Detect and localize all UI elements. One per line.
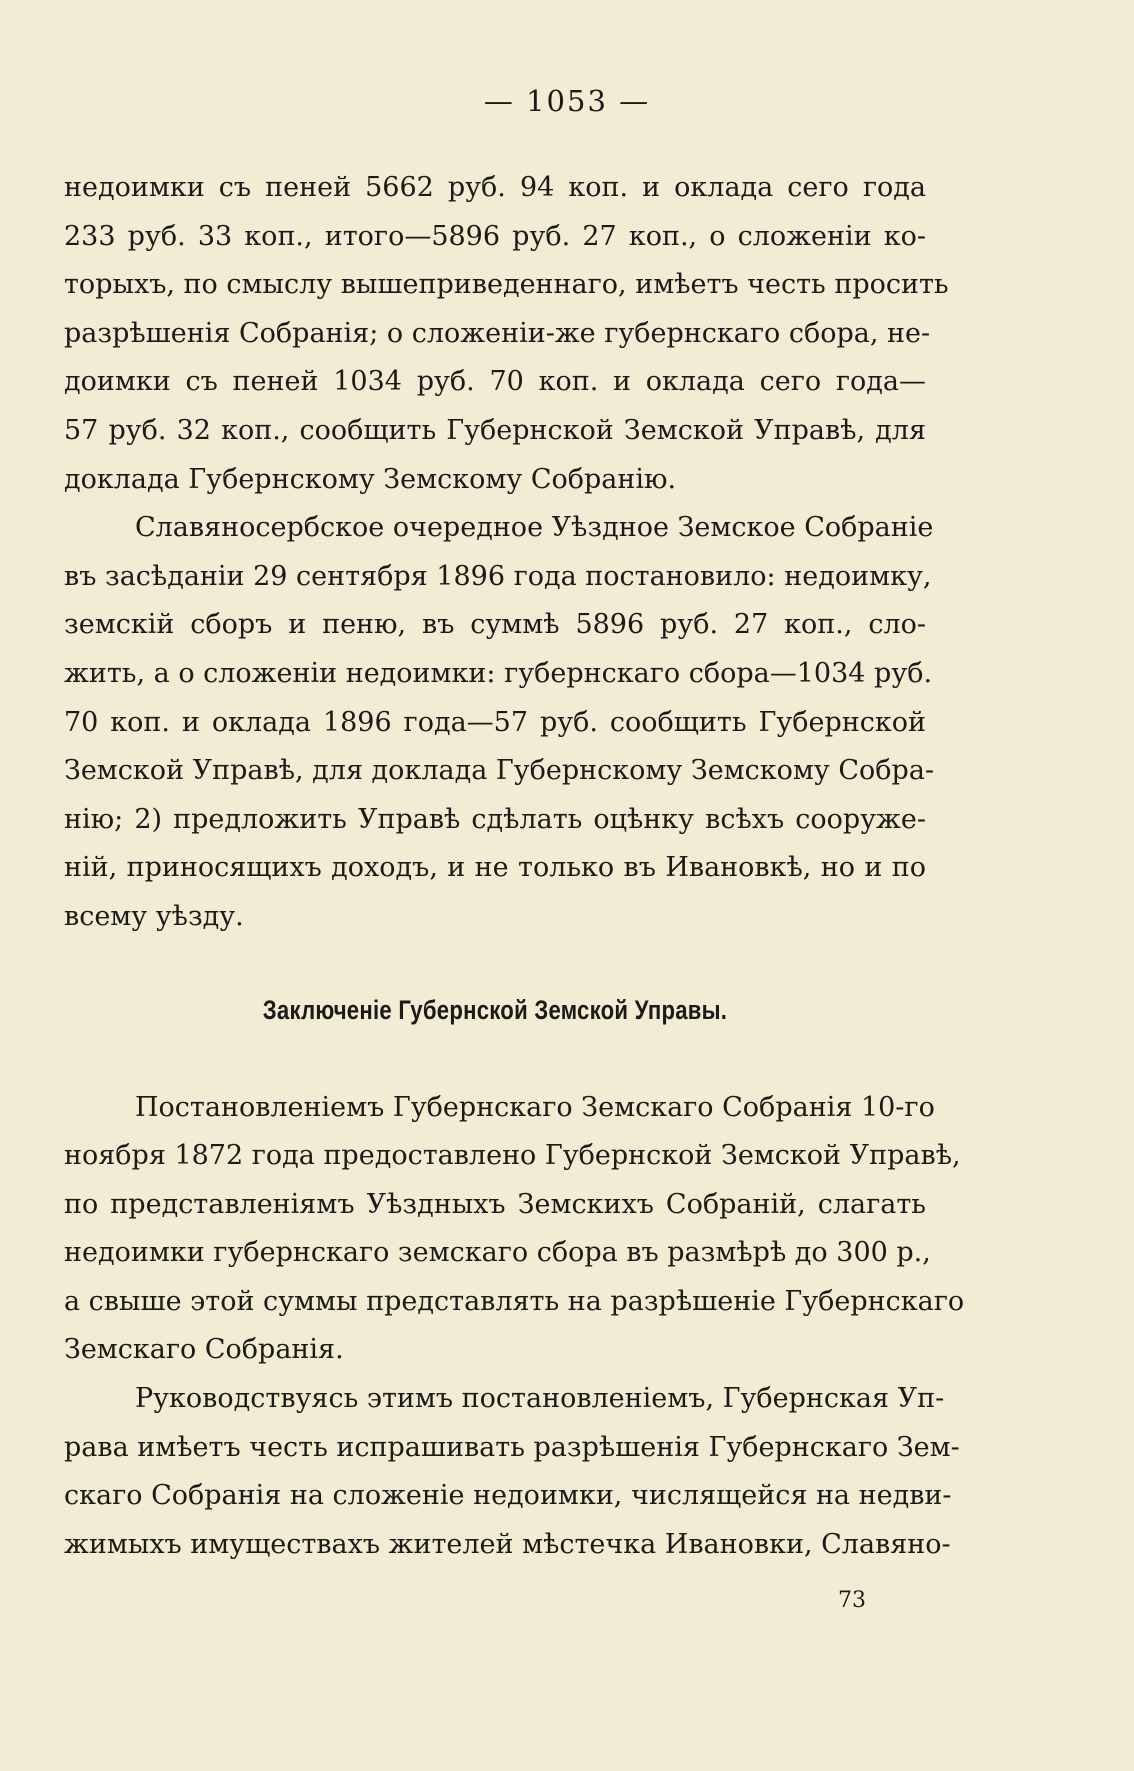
text-line: 57 руб. 32 коп., сообщить Губернской Земской Управѣ, для xyxy=(64,414,926,446)
text-line: торыхъ, по смыслу вышеприведеннаго, имѣетъ честь просить xyxy=(64,269,949,301)
text-line: земскій сборъ и пеню, въ суммѣ 5896 руб. 27 коп., сло- xyxy=(64,609,926,641)
text-line: нію; 2) предложить Управѣ сдѣлать оцѣнку всѣхъ сооруже- xyxy=(64,803,926,835)
text-line: ній, приносящихъ доходъ, и не только въ Ивановкѣ, но и по xyxy=(64,852,926,884)
text-line: недоимки съ пеней 5662 руб. 94 коп. и оклада сего года xyxy=(64,172,926,203)
text-line: рава имѣетъ честь испрашивать разрѣшенія Губернскаго Зем- xyxy=(64,1431,960,1463)
paragraph-1 xyxy=(64,164,949,504)
text-line: 70 коп. и оклада 1896 года—57 руб. сообщить Губернской xyxy=(64,706,926,738)
text-line: ноября 1872 года предоставлено Губернской Земской Управѣ, xyxy=(64,1140,961,1172)
text-line: недоимки губернскаго земскаго сбора въ размѣрѣ до 300 р., xyxy=(64,1237,931,1269)
paragraph-2 xyxy=(64,504,935,941)
text-line: всему уѣзду. xyxy=(64,900,244,932)
text-line: разрѣшенія Собранія; о сложеніи-же губернскаго сбора, не- xyxy=(64,317,931,349)
text-line: доклада Губернскому Земскому Собранію. xyxy=(64,463,677,495)
body-text xyxy=(64,164,965,1569)
text-line: а свыше этой суммы представлять на разрѣшеніе Губернскаго xyxy=(64,1285,965,1317)
text-line: въ засѣданіи 29 сентября 1896 года постановило: недоимку, xyxy=(64,560,932,592)
signature-mark: 73 xyxy=(838,1588,866,1613)
text-line: 233 руб. 33 коп., итого—5896 руб. 27 коп., о сложеніи ко- xyxy=(64,220,926,252)
page-number: — 1053 — xyxy=(483,84,651,118)
text-line: жить, а о сложеніи недоимки: губернскаго сбора—1034 руб. xyxy=(64,657,933,689)
text-line: Земскаго Собранія. xyxy=(64,1334,344,1366)
text-line: по представленіямъ Уѣздныхъ Земскихъ Собраній, слагать xyxy=(64,1188,926,1220)
text-line: скаго Собранія на сложеніе недоимки, числящейся на недви- xyxy=(64,1480,952,1512)
text-line: Руководствуясь этимъ постановленіемъ, Губернская Уп- xyxy=(135,1383,945,1415)
text-line: жимыхъ имуществахъ жителей мѣстечка Ивановки, Славяно- xyxy=(64,1528,951,1560)
paragraph-3 xyxy=(64,1084,965,1376)
paragraph-4 xyxy=(64,1375,960,1569)
section-heading: Заключеніе Губернской Земской Управы. xyxy=(262,994,728,1025)
text-line: Славяносербское очередное Уѣздное Земское Собраніе xyxy=(135,512,934,544)
text-line: Земской Управѣ, для доклада Губернскому Земскому Собра- xyxy=(64,755,935,787)
text-line: Постановленіемъ Губернскаго Земскаго Собранія 10-го xyxy=(135,1091,935,1123)
text-line: доимки съ пеней 1034 руб. 70 коп. и оклада сего года— xyxy=(64,366,926,398)
